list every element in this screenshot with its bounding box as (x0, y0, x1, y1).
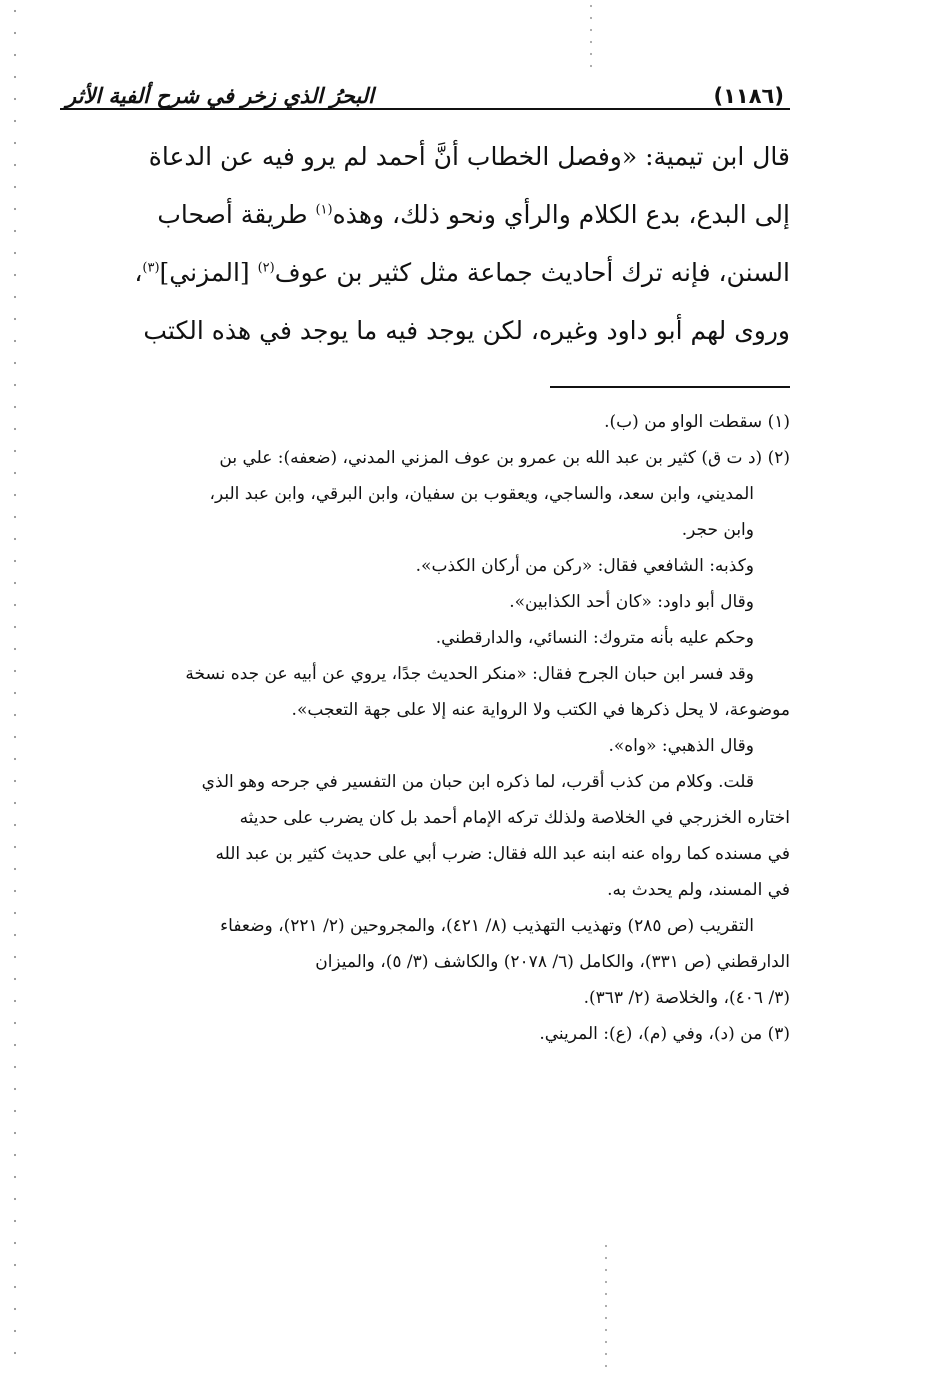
footnote-2-line: موضوعة، لا يحل ذكرها في الكتب ولا الرواية عنه إلا على جهة التعجب». (291, 700, 790, 720)
body-line-1: قال ابن تيمية: «وفصل الخطاب أنَّ أحمد لم يرو فيه عن الدعاة (148, 142, 790, 171)
footnote-3: (٣) من (د)، وفي (م)، (ع): المريني. (539, 1024, 790, 1044)
footnote-2-line: وقال أبو داود: «كان أحد الكذابين». (509, 592, 754, 612)
footnote-2-line: الدارقطني (ص ٣٣١)، والكامل (٦/ ٢٠٧٨) والكاشف (٣/ ٥)، والميزان (315, 952, 790, 972)
body-line-4: وروى لهم أبو داود وغيره، لكن يوجد فيه ما يوجد في هذه الكتب (143, 316, 790, 345)
footnote-2-line: في مسنده كما رواه عنه ابنه عبد الله فقال: ضرب أبي على حديث كثير بن عبد الله (215, 844, 790, 864)
footnote-ref-3: (٣) (142, 260, 160, 276)
footnote-2-line: التقريب (ص ٢٨٥) وتهذيب التهذيب (٨/ ٤٢١)، والمجروحين (٢/ ٢٢١)، وضعفاء (220, 916, 754, 936)
body-line-2 (60, 186, 790, 244)
body-line-3-text-a: السنن، فإنه ترك أحاديث جماعة مثل كثير بن عوف (274, 258, 790, 287)
body-line-3 (60, 244, 790, 302)
running-header (60, 70, 790, 110)
footnote-2-line: اختاره الخزرجي في الخلاصة ولذلك تركه الإمام أحمد بل كان يضرب على حديثه (239, 808, 790, 828)
body-line-3-text-b: [المزني] (159, 258, 258, 287)
footnote-ref-1: (١) (315, 202, 333, 218)
scan-bottom-dots (605, 1240, 607, 1373)
footnote-2-line: قلت. وكلام من كذب أقرب، لما ذكره ابن حبان من التفسير في جرحه وهو الذي (201, 772, 754, 792)
footnote-1: (١) سقطت الواو من (ب). (604, 412, 790, 432)
page-number: (١١٨٦) (713, 84, 784, 108)
body-line-2-text-a: إلى البدع، بدع الكلام والرأي ونحو ذلك، وهذه (332, 200, 790, 229)
footnote-2-line: وقال الذهبي: «واه». (608, 736, 754, 756)
scan-margin-dots (14, 0, 16, 1373)
footnotes (60, 404, 790, 1052)
body-line-3-text-c: ، (134, 258, 143, 287)
footnote-2-line: وحكم عليه بأنه متروك: النسائي، والدارقطني. (435, 628, 754, 648)
scan-top-dots (590, 0, 592, 70)
footnote-2-line: وابن حجر. (681, 520, 754, 540)
body-line-2-text-b: طريقة أصحاب (157, 200, 316, 229)
book-page (60, 70, 790, 1052)
footnote-2-line: في المسند، ولم يحدث به. (607, 880, 790, 900)
footnote-2-line: وكذبه: الشافعي فقال: «ركن من أركان الكذب». (415, 556, 754, 576)
footnote-ref-2: (٢) (257, 260, 275, 276)
main-text (60, 128, 790, 360)
footnote-2-line: وقد فسر ابن حبان الجرح فقال: «منكر الحديث جدًا، يروي عن أبيه عن جده نسخة (185, 664, 754, 684)
footnote-2-line: (٢) (د ت ق) كثير بن عبد الله بن عمرو بن عوف المزني المدني، (ضعفه): علي بن (219, 448, 790, 468)
footnote-2 (60, 440, 790, 1016)
footnote-2-line: المديني، وابن سعد، والساجي، ويعقوب بن سفيان، وابن البرقي، وابن عبد البر، (209, 484, 754, 504)
footnote-separator (550, 386, 790, 388)
book-title: البحرُ الذي زخر في شرح ألفية الأثر (66, 84, 374, 108)
footnote-2-line: (٣/ ٤٠٦)، والخلاصة (٢/ ٣٦٣). (583, 988, 790, 1008)
